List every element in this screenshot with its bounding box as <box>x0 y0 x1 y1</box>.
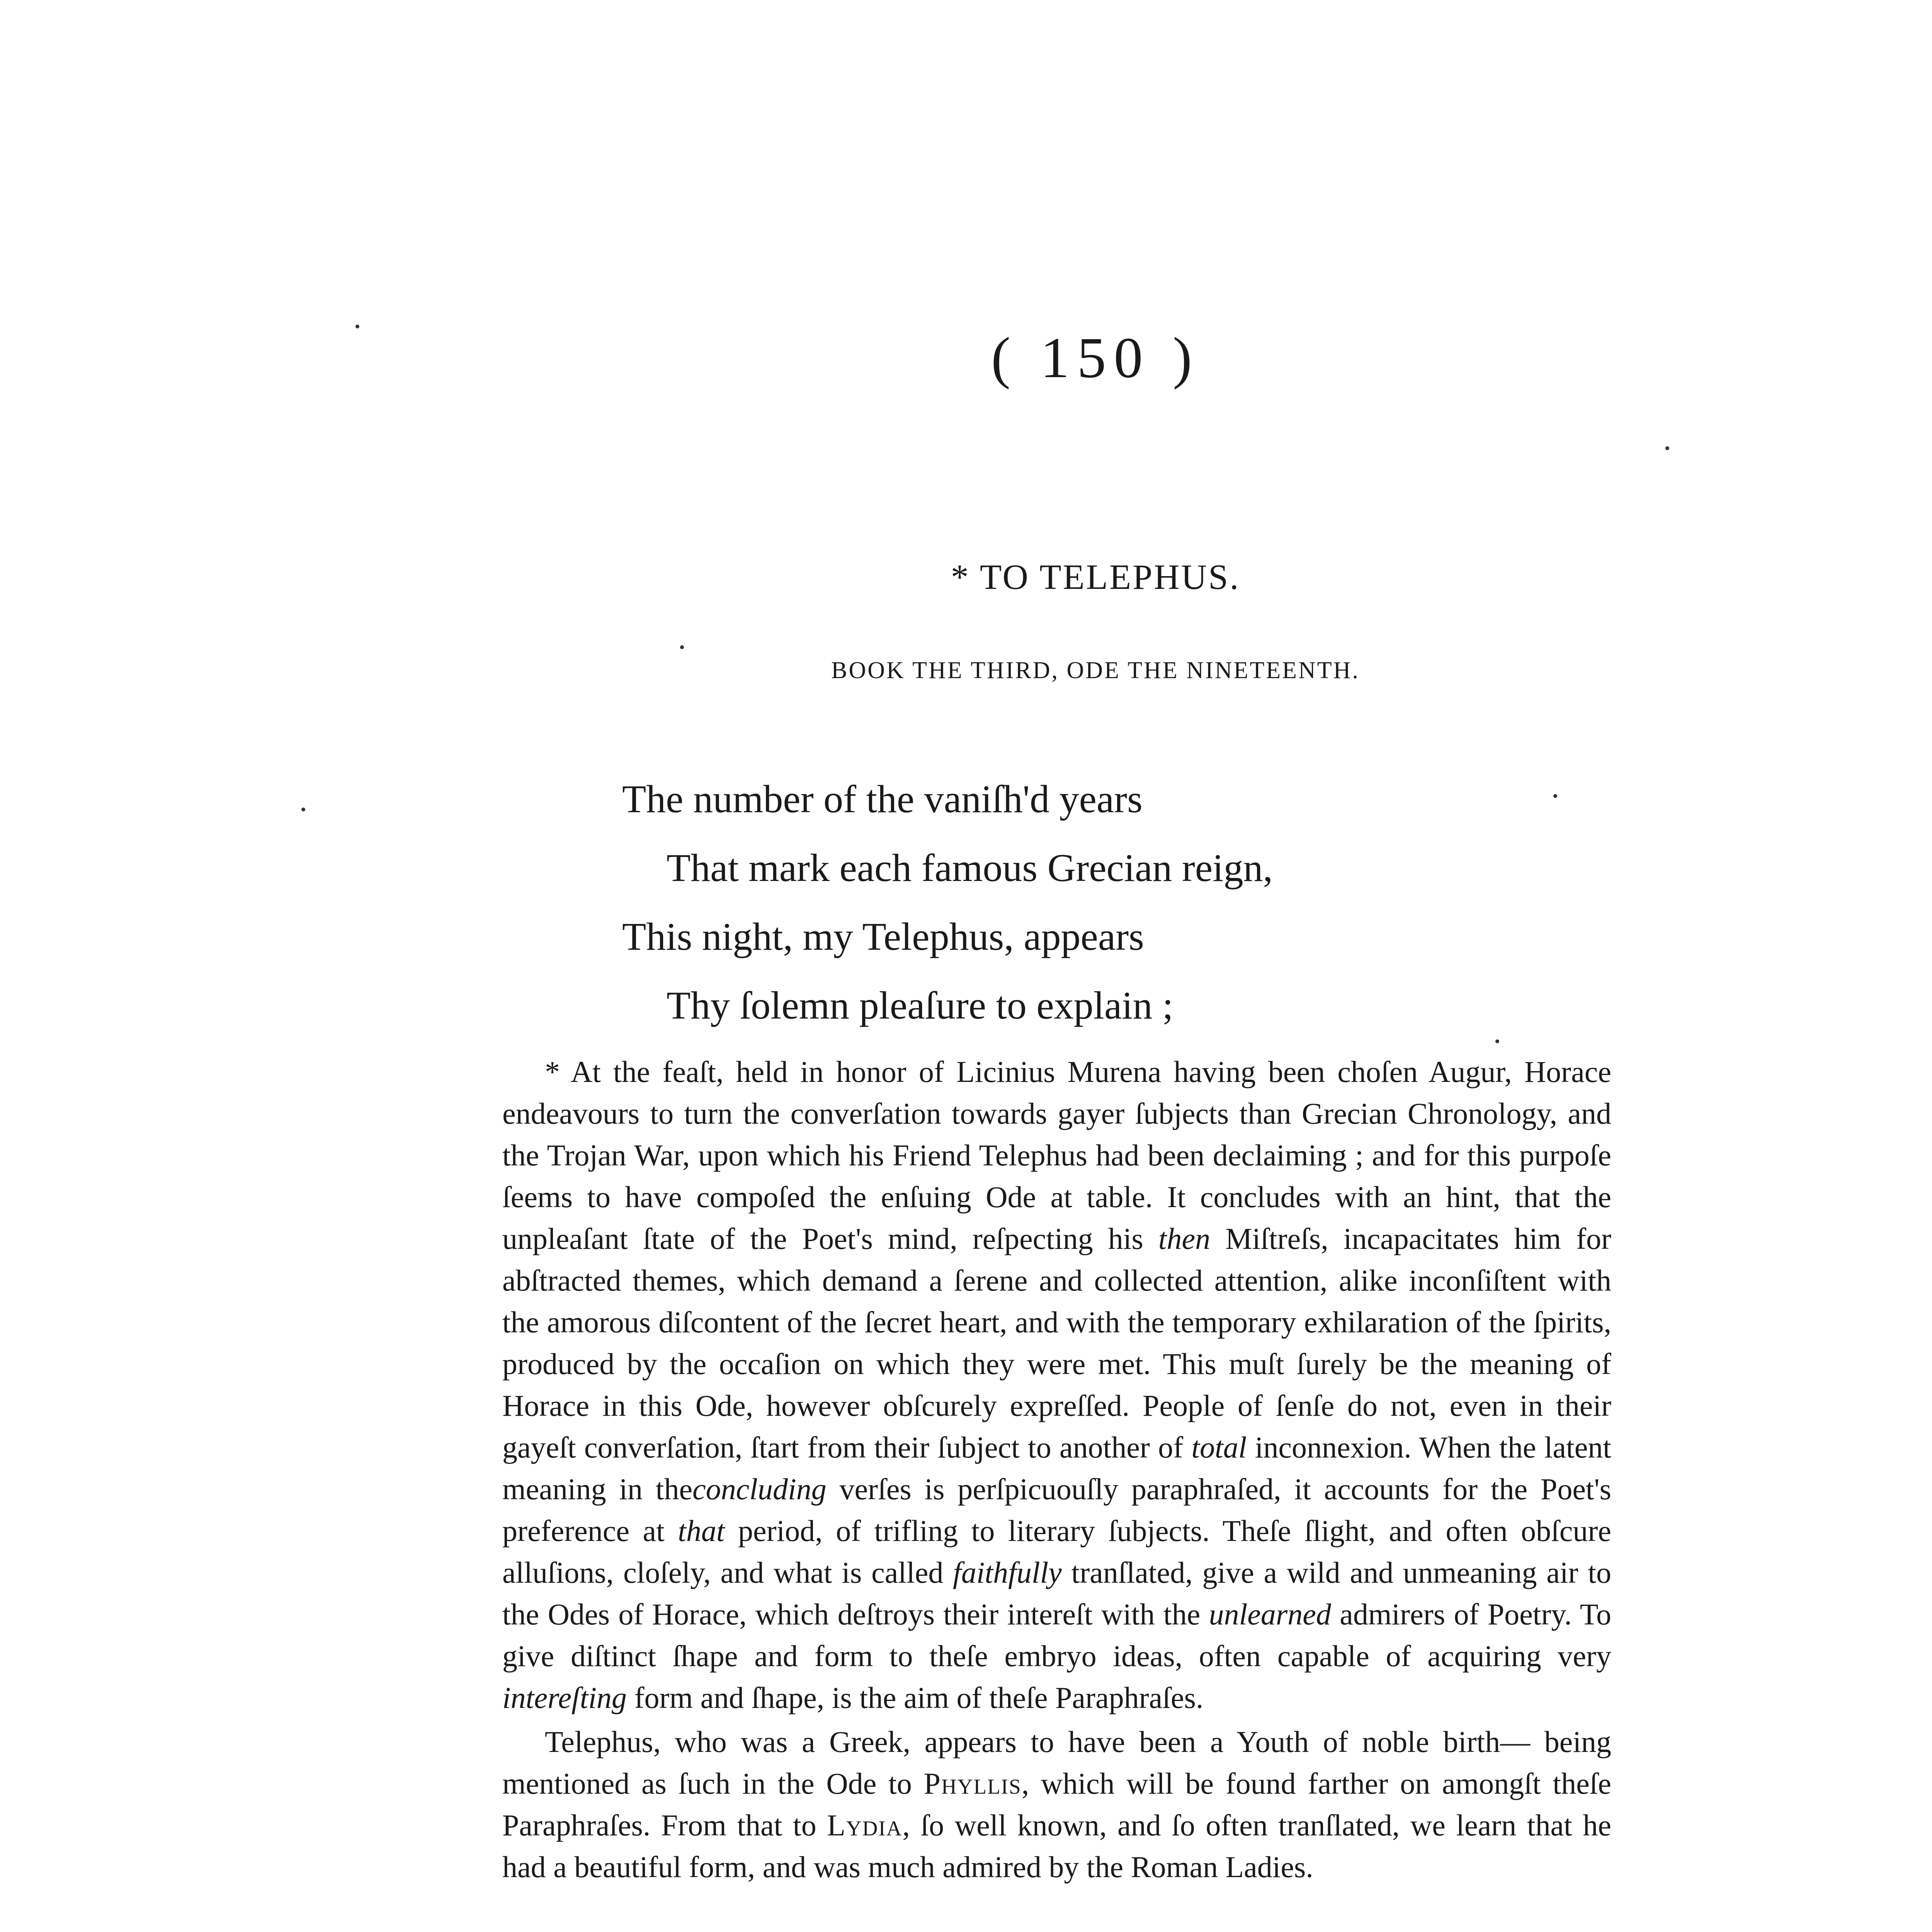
footnote-emphasis: intereſting <box>502 1681 627 1714</box>
footnote-name-lydia: Lydia <box>827 1808 903 1842</box>
footnote-emphasis: then <box>1158 1222 1211 1255</box>
footnote-emphasis: faithfully <box>953 1556 1062 1589</box>
footnote-paragraph <box>502 1051 1611 1719</box>
footnote-text: Telephus, who was a Greek, appears to have been a Youth of noble birth— being mentioned as ſuch in the Ode to <box>502 1725 1611 1800</box>
poem-line: Thy ſolemn pleaſure to explain ; <box>667 984 1173 1027</box>
footnote-emphasis: that <box>678 1514 725 1548</box>
poem-line: This night, my Telephus, appears <box>622 915 1144 959</box>
scan-speck <box>355 325 359 328</box>
ode-title: * TO TELEPHUS. <box>951 557 1240 597</box>
footnote-text: , which will be found farther on amongſt theſe Paraphraſes. From that to <box>502 1767 1612 1842</box>
footnote-text: , ſo well known, and ſo often tranſlated, we learn that he had a beautiful form, and was much admired by the Roman Ladies. <box>502 1808 1611 1884</box>
footnote-text: period, of trifling to literary ſubjects. Theſe ſlight, and often obſcure alluſions, cloſely, and what is called <box>502 1514 1611 1589</box>
footnote-text: tranſlated, give a wild and unmeaning air to the Odes of Horace, which deſtroys their intereſt with the <box>502 1556 1611 1631</box>
scan-speck <box>680 645 684 649</box>
ode-subtitle: BOOK THE THIRD, ODE THE NINETEENTH. <box>831 657 1360 684</box>
poem-line: That mark each famous Grecian reign, <box>667 846 1273 890</box>
footnote-text: * At the feaſt, held in honor of Licinius Murena having been choſen Augur, Horace endeavours to turn the converſation towards gayer ſubjects than Grecian Chronology, and the Trojan War, upon which his Friend Telephus had been declaiming ; and for this purpoſe ſeems to have compoſed the enſuing Ode at table. It concludes with an hint, that the unpleaſant ſtate of the Poet's mind, reſpecting his <box>502 1055 1611 1255</box>
poem-stanza <box>622 765 1743 1040</box>
footnote-emphasis: concluding <box>692 1472 827 1506</box>
scan-speck <box>301 808 305 811</box>
footnote-text: form and ſhape, is the aim of theſe Paraphraſes. <box>634 1681 1204 1714</box>
page-number: ( 150 ) <box>991 326 1200 390</box>
scan-speck <box>1553 794 1557 798</box>
footnote-emphasis: total <box>1191 1430 1247 1464</box>
footnote-name-phyllis: Phyllis <box>923 1767 1022 1800</box>
footnote-text: Miſtreſs, incapacitates him for abſtracted themes, which demand a ſerene and collected attention, alike inconſiſtent with the amorous diſcontent of the ſecret heart, and with the temporary exhilaration of the ſpirits, produced by the occaſion on which they were met. This muſt ſurely be the meaning of Horace in this Ode, however obſcurely expreſſed. People of ſenſe do not, even in their gayeſt converſation, ſtart from their ſubject to another of <box>502 1222 1612 1464</box>
poem-line: The number of the vaniſh'd years <box>622 777 1143 821</box>
footnote-text: inconnexion. When the latent meaning in the <box>502 1430 1611 1506</box>
footnote-text: admirers of Poetry. To give diſtinct ſhape and form to theſe embryo ideas, often capable of acquiring very <box>502 1597 1612 1673</box>
scan-speck <box>1665 446 1669 450</box>
footnote-paragraph <box>502 1721 1611 1888</box>
scan-speck <box>1495 1039 1499 1043</box>
footnote-text: verſes is perſpicuouſly paraphraſed, it accounts for the Poet's preference at <box>502 1472 1612 1548</box>
footnote-block <box>502 1051 1611 1888</box>
footnote-emphasis: unlearned <box>1209 1597 1331 1631</box>
